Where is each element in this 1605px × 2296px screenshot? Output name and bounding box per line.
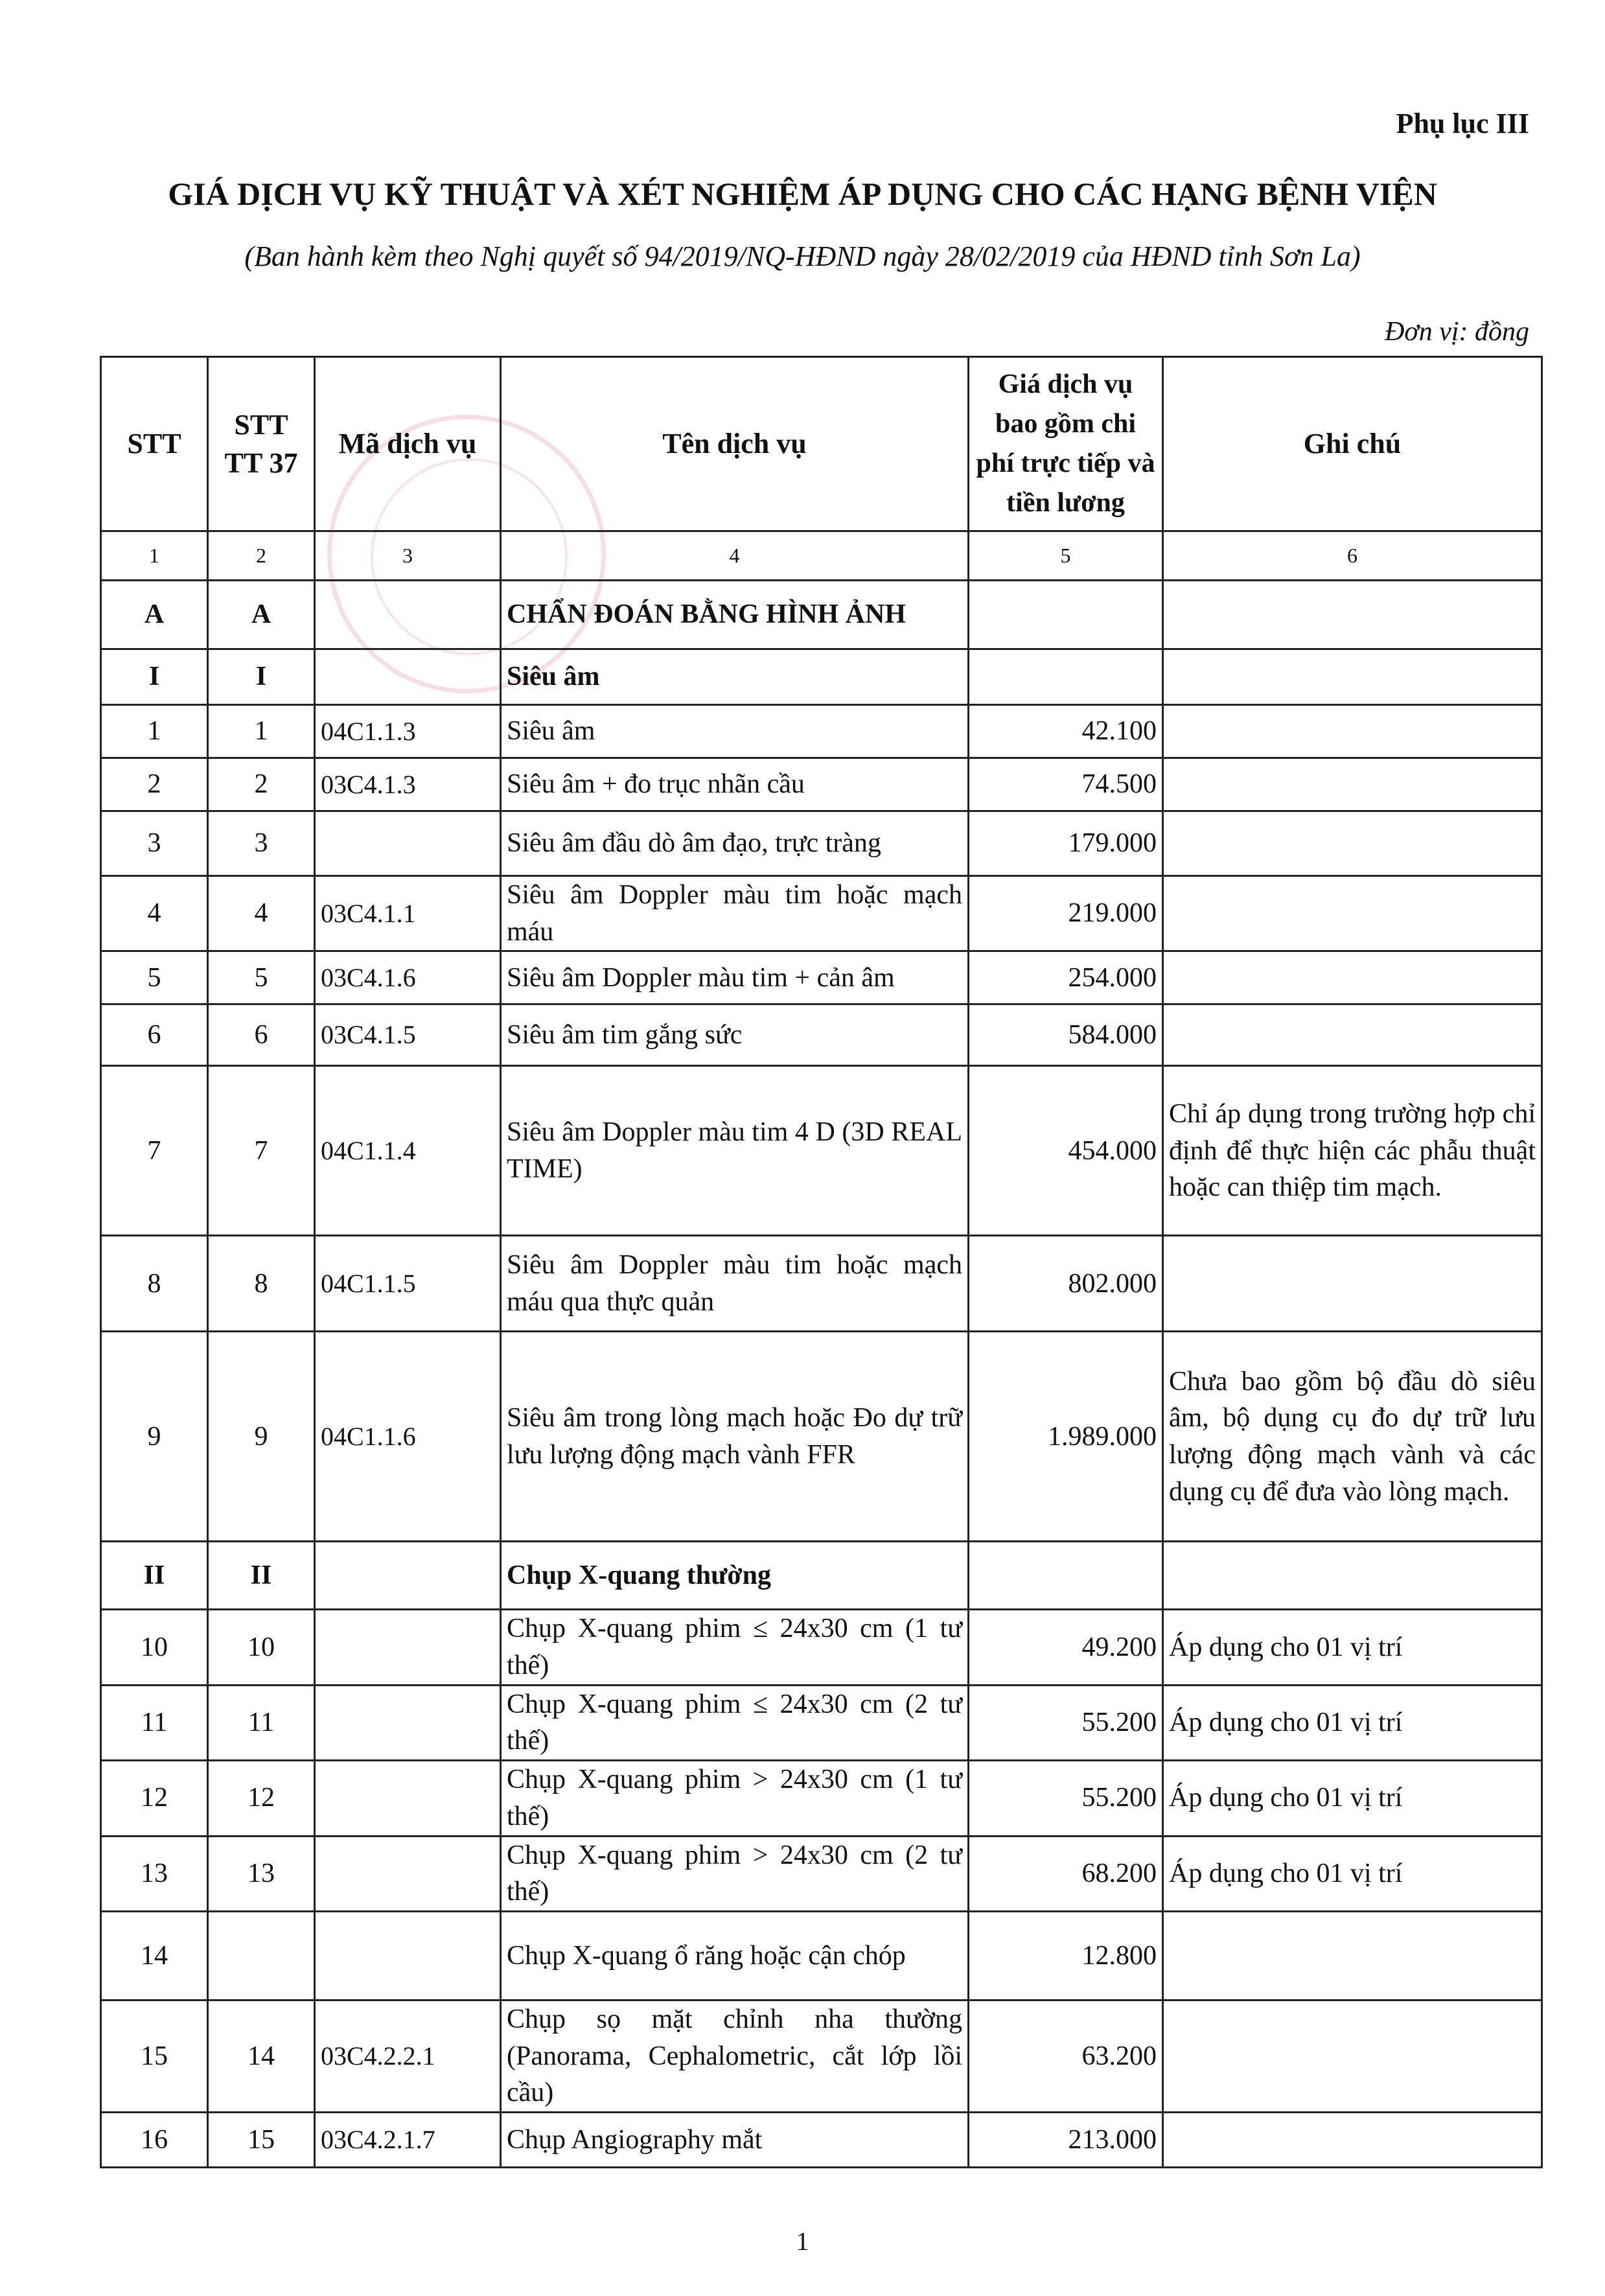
cell-service-code: 03C4.2.1.7 [315, 2112, 501, 2167]
cell-service-name: Chụp X-quang phim > 24x30 cm (2 tư thế) [501, 1836, 969, 1911]
cell-price: 179.000 [969, 811, 1163, 876]
cell-service-code [315, 581, 501, 649]
cell-price: 63.200 [969, 2000, 1163, 2112]
cell-note [1163, 811, 1542, 876]
cell-service-name: Chụp X-quang thường [501, 1542, 969, 1610]
table-row [101, 1332, 1542, 1542]
cell-stt: 6 [101, 1004, 208, 1066]
cell-stt-tt37: 1 [208, 705, 315, 758]
cell-price: 213.000 [969, 2112, 1163, 2167]
cell-stt: 5 [101, 951, 208, 1004]
cell-price: 49.200 [969, 1610, 1163, 1685]
cell-service-name: CHẨN ĐOÁN BẰNG HÌNH ẢNH [501, 581, 969, 649]
col-header-stt: STT [101, 357, 208, 531]
section-row [101, 581, 1542, 649]
section-row [101, 1542, 1542, 1610]
table-row [101, 876, 1542, 951]
cell-price [969, 581, 1163, 649]
table-row [101, 1236, 1542, 1332]
currency-unit: Đơn vị: đồng [1384, 317, 1529, 347]
table-row [101, 1836, 1542, 1911]
cell-stt-tt37: 12 [208, 1761, 315, 1836]
cell-note [1163, 581, 1542, 649]
cell-service-name: Chụp X-quang phim ≤ 24x30 cm (1 tư thế) [501, 1610, 969, 1685]
cell-note [1163, 2000, 1542, 2112]
table-row [101, 1066, 1542, 1236]
cell-service-code: 03C4.1.5 [315, 1004, 501, 1066]
section-row [101, 649, 1542, 705]
cell-note: Áp dụng cho 01 vị trí [1163, 1761, 1542, 1836]
cell-price: 42.100 [969, 705, 1163, 758]
cell-stt: 12 [101, 1761, 208, 1836]
price-table [100, 356, 1543, 2168]
cell-service-name: Siêu âm trong lòng mạch hoặc Đo dự trữ lưu lượng động mạch vành FFR [501, 1332, 969, 1542]
cell-stt-tt37: I [208, 649, 315, 705]
cell-note [1163, 2112, 1542, 2167]
cell-service-code [315, 1685, 501, 1760]
col-header-notes: Ghi chú [1163, 357, 1542, 531]
cell-stt-tt37: 6 [208, 1004, 315, 1066]
col-number: 1 [101, 531, 208, 581]
cell-stt-tt37: 9 [208, 1332, 315, 1542]
cell-service-name: Chụp X-quang phim > 24x30 cm (1 tư thế) [501, 1761, 969, 1836]
cell-service-code [315, 1911, 501, 2000]
cell-service-name: Chụp X-quang phim ≤ 24x30 cm (2 tư thế) [501, 1685, 969, 1760]
cell-stt-tt37: 4 [208, 876, 315, 951]
appendix-label: Phụ lục III [1396, 108, 1529, 139]
column-number-row [101, 531, 1542, 581]
cell-service-code: 04C1.1.4 [315, 1066, 501, 1236]
cell-price: 1.989.000 [969, 1332, 1163, 1542]
cell-note [1163, 876, 1542, 951]
cell-service-code [315, 1542, 501, 1610]
cell-service-name: Siêu âm [501, 649, 969, 705]
col-number: 5 [969, 531, 1163, 581]
cell-service-code: 04C1.1.3 [315, 705, 501, 758]
table-row [101, 1685, 1542, 1760]
cell-stt-tt37: 14 [208, 2000, 315, 2112]
col-header-stt-tt37: STT TT 37 [208, 357, 315, 531]
table-row [101, 811, 1542, 876]
cell-service-name: Siêu âm Doppler màu tim hoặc mạch máu qua thực quản [501, 1236, 969, 1332]
table-row [101, 951, 1542, 1004]
table-row [101, 705, 1542, 758]
cell-service-name: Siêu âm + đo trục nhãn cầu [501, 758, 969, 811]
cell-service-name: Chụp Angiography mắt [501, 2112, 969, 2167]
table-header-row [101, 357, 1542, 531]
cell-price: 12.800 [969, 1911, 1163, 2000]
cell-stt-tt37: II [208, 1542, 315, 1610]
document-title: GIÁ DỊCH VỤ KỸ THUẬT VÀ XÉT NGHIỆM ÁP DỤNG CHO CÁC HẠNG BỆNH VIỆN [168, 176, 1437, 212]
cell-stt-tt37: 15 [208, 2112, 315, 2167]
cell-service-code [315, 1610, 501, 1685]
cell-service-code: 04C1.1.6 [315, 1332, 501, 1542]
cell-stt: 2 [101, 758, 208, 811]
cell-service-code [315, 811, 501, 876]
cell-service-name: Siêu âm tim gắng sức [501, 1004, 969, 1066]
cell-stt-tt37: 10 [208, 1610, 315, 1685]
col-number: 2 [208, 531, 315, 581]
col-header-price: Giá dịch vụ bao gồm chi phí trực tiếp và tiền lương [969, 357, 1163, 531]
cell-price: 584.000 [969, 1004, 1163, 1066]
cell-note [1163, 1236, 1542, 1332]
cell-note [1163, 758, 1542, 811]
cell-stt: 10 [101, 1610, 208, 1685]
table-row [101, 1761, 1542, 1836]
cell-note: Áp dụng cho 01 vị trí [1163, 1685, 1542, 1760]
cell-note: Chưa bao gồm bộ đầu dò siêu âm, bộ dụng cụ đo dự trữ lưu lượng động mạch vành và các dụng cụ để đưa vào lòng mạch. [1163, 1332, 1542, 1542]
table-row [101, 1911, 1542, 2000]
table-row [101, 2000, 1542, 2112]
cell-stt-tt37: 7 [208, 1066, 315, 1236]
cell-stt-tt37: 5 [208, 951, 315, 1004]
cell-note: Chỉ áp dụng trong trường hợp chỉ định để thực hiện các phẫu thuật hoặc can thiệp tim mạch. [1163, 1066, 1542, 1236]
cell-service-code: 04C1.1.5 [315, 1236, 501, 1332]
cell-price: 254.000 [969, 951, 1163, 1004]
cell-price: 68.200 [969, 1836, 1163, 1911]
cell-stt-tt37: 2 [208, 758, 315, 811]
cell-price: 74.500 [969, 758, 1163, 811]
table-row [101, 2112, 1542, 2167]
cell-price: 55.200 [969, 1685, 1163, 1760]
cell-service-code: 03C4.1.1 [315, 876, 501, 951]
cell-price [969, 649, 1163, 705]
cell-stt-tt37: 11 [208, 1685, 315, 1760]
cell-stt: 9 [101, 1332, 208, 1542]
cell-stt-tt37: 3 [208, 811, 315, 876]
cell-stt: I [101, 649, 208, 705]
cell-service-name: Chụp X-quang ổ răng hoặc cận chóp [501, 1911, 969, 2000]
cell-stt: A [101, 581, 208, 649]
cell-stt: 4 [101, 876, 208, 951]
cell-price: 55.200 [969, 1761, 1163, 1836]
cell-note [1163, 1911, 1542, 2000]
document-subtitle: (Ban hành kèm theo Nghị quyết số 94/2019/NQ-HĐND ngày 28/02/2019 của HĐND tỉnh Sơn La) [244, 240, 1361, 272]
cell-stt: 11 [101, 1685, 208, 1760]
cell-stt: 7 [101, 1066, 208, 1236]
col-number: 4 [501, 531, 969, 581]
col-header-service-code: Mã dịch vụ [315, 357, 501, 531]
col-header-service-name: Tên dịch vụ [501, 357, 969, 531]
table-row [101, 1610, 1542, 1685]
cell-service-name: Chụp sọ mặt chỉnh nha thường (Panorama, Cephalometric, cắt lớp lồi cầu) [501, 2000, 969, 2112]
cell-stt-tt37: 13 [208, 1836, 315, 1911]
cell-stt: 3 [101, 811, 208, 876]
cell-service-code [315, 649, 501, 705]
cell-note [1163, 1542, 1542, 1610]
cell-service-code: 03C4.1.3 [315, 758, 501, 811]
cell-service-name: Siêu âm [501, 705, 969, 758]
cell-stt-tt37 [208, 1911, 315, 2000]
cell-stt: 16 [101, 2112, 208, 2167]
cell-note: Áp dụng cho 01 vị trí [1163, 1610, 1542, 1685]
cell-price [969, 1542, 1163, 1610]
cell-stt: II [101, 1542, 208, 1610]
cell-stt: 8 [101, 1236, 208, 1332]
cell-note: Áp dụng cho 01 vị trí [1163, 1836, 1542, 1911]
cell-note [1163, 1004, 1542, 1066]
cell-service-code [315, 1836, 501, 1911]
cell-stt: 1 [101, 705, 208, 758]
cell-note [1163, 705, 1542, 758]
cell-note [1163, 649, 1542, 705]
cell-service-code: 03C4.1.6 [315, 951, 501, 1004]
page-number: 1 [796, 2227, 809, 2256]
cell-stt: 15 [101, 2000, 208, 2112]
cell-service-name: Siêu âm đầu dò âm đạo, trực tràng [501, 811, 969, 876]
table-row [101, 1004, 1542, 1066]
cell-price: 802.000 [969, 1236, 1163, 1332]
cell-stt-tt37: A [208, 581, 315, 649]
cell-stt: 14 [101, 1911, 208, 2000]
cell-service-code [315, 1761, 501, 1836]
cell-service-name: Siêu âm Doppler màu tim hoặc mạch máu [501, 876, 969, 951]
cell-note [1163, 951, 1542, 1004]
cell-stt-tt37: 8 [208, 1236, 315, 1332]
table-row [101, 758, 1542, 811]
cell-service-name: Siêu âm Doppler màu tim 4 D (3D REAL TIME) [501, 1066, 969, 1236]
cell-price: 454.000 [969, 1066, 1163, 1236]
col-number: 3 [315, 531, 501, 581]
cell-stt: 13 [101, 1836, 208, 1911]
cell-price: 219.000 [969, 876, 1163, 951]
cell-service-name: Siêu âm Doppler màu tim + cản âm [501, 951, 969, 1004]
cell-service-code: 03C4.2.2.1 [315, 2000, 501, 2112]
col-number: 6 [1163, 531, 1542, 581]
